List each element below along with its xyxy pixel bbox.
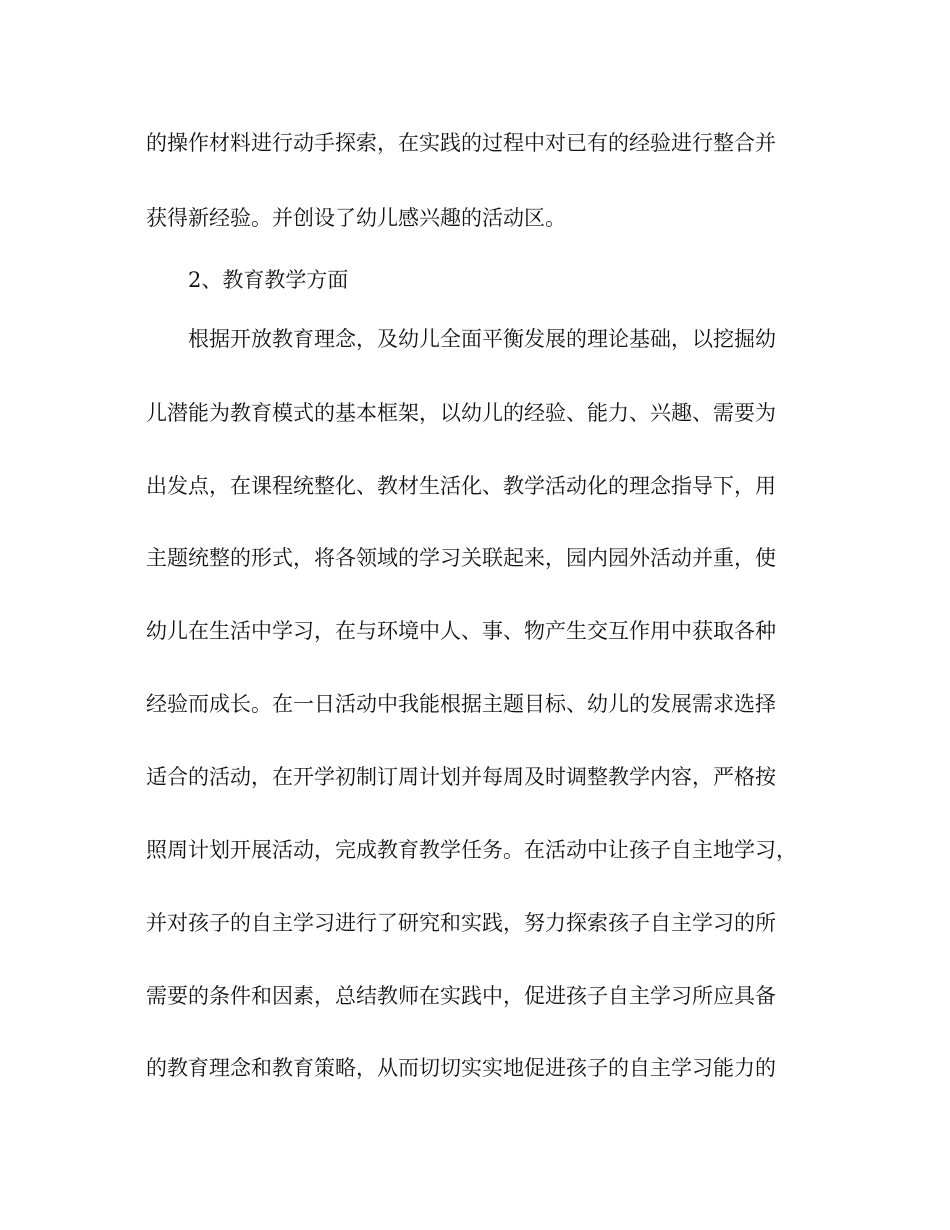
paragraph-line: 并对孩子的自主学习进行了研究和实践，努力探索孩子自主学习的所 <box>146 911 776 935</box>
paragraph-line: 根据开放教育理念，及幼儿全面平衡发展的理论基础，以挖掘幼 <box>188 327 776 351</box>
paragraph-line: 的操作材料进行动手探索，在实践的过程中对已有的经验进行整合并 <box>146 131 776 155</box>
section-heading: 2、教育教学方面 <box>188 268 349 292</box>
paragraph-line: 获得新经验。并创设了幼儿感兴趣的活动区。 <box>146 206 566 230</box>
paragraph-line: 出发点，在课程统整化、教材生活化、教学活动化的理念指导下，用 <box>146 474 776 498</box>
paragraph-line: 需要的条件和因素，总结教师在实践中，促进孩子自主学习所应具备 <box>146 984 776 1008</box>
paragraph-line: 幼儿在生活中学习，在与环境中人、事、物产生交互作用中获取各种 <box>146 619 776 643</box>
paragraph-line: 经验而成长。在一日活动中我能根据主题目标、幼儿的发展需求选择 <box>146 692 776 716</box>
paragraph-line: 适合的活动，在开学初制订周计划并每周及时调整教学内容，严格按 <box>146 765 776 789</box>
paragraph-line: 的教育理念和教育策略，从而切切实实地促进孩子的自主学习能力的 <box>146 1056 776 1080</box>
paragraph-line: 主题统整的形式，将各领域的学习关联起来，园内园外活动并重，使 <box>146 546 776 570</box>
paragraph-line: 照周计划开展活动，完成教育教学任务。在活动中让孩子自主地学习， <box>146 838 797 862</box>
paragraph-line: 儿潜能为教育模式的基本框架，以幼儿的经验、能力、兴趣、需要为 <box>146 401 776 425</box>
